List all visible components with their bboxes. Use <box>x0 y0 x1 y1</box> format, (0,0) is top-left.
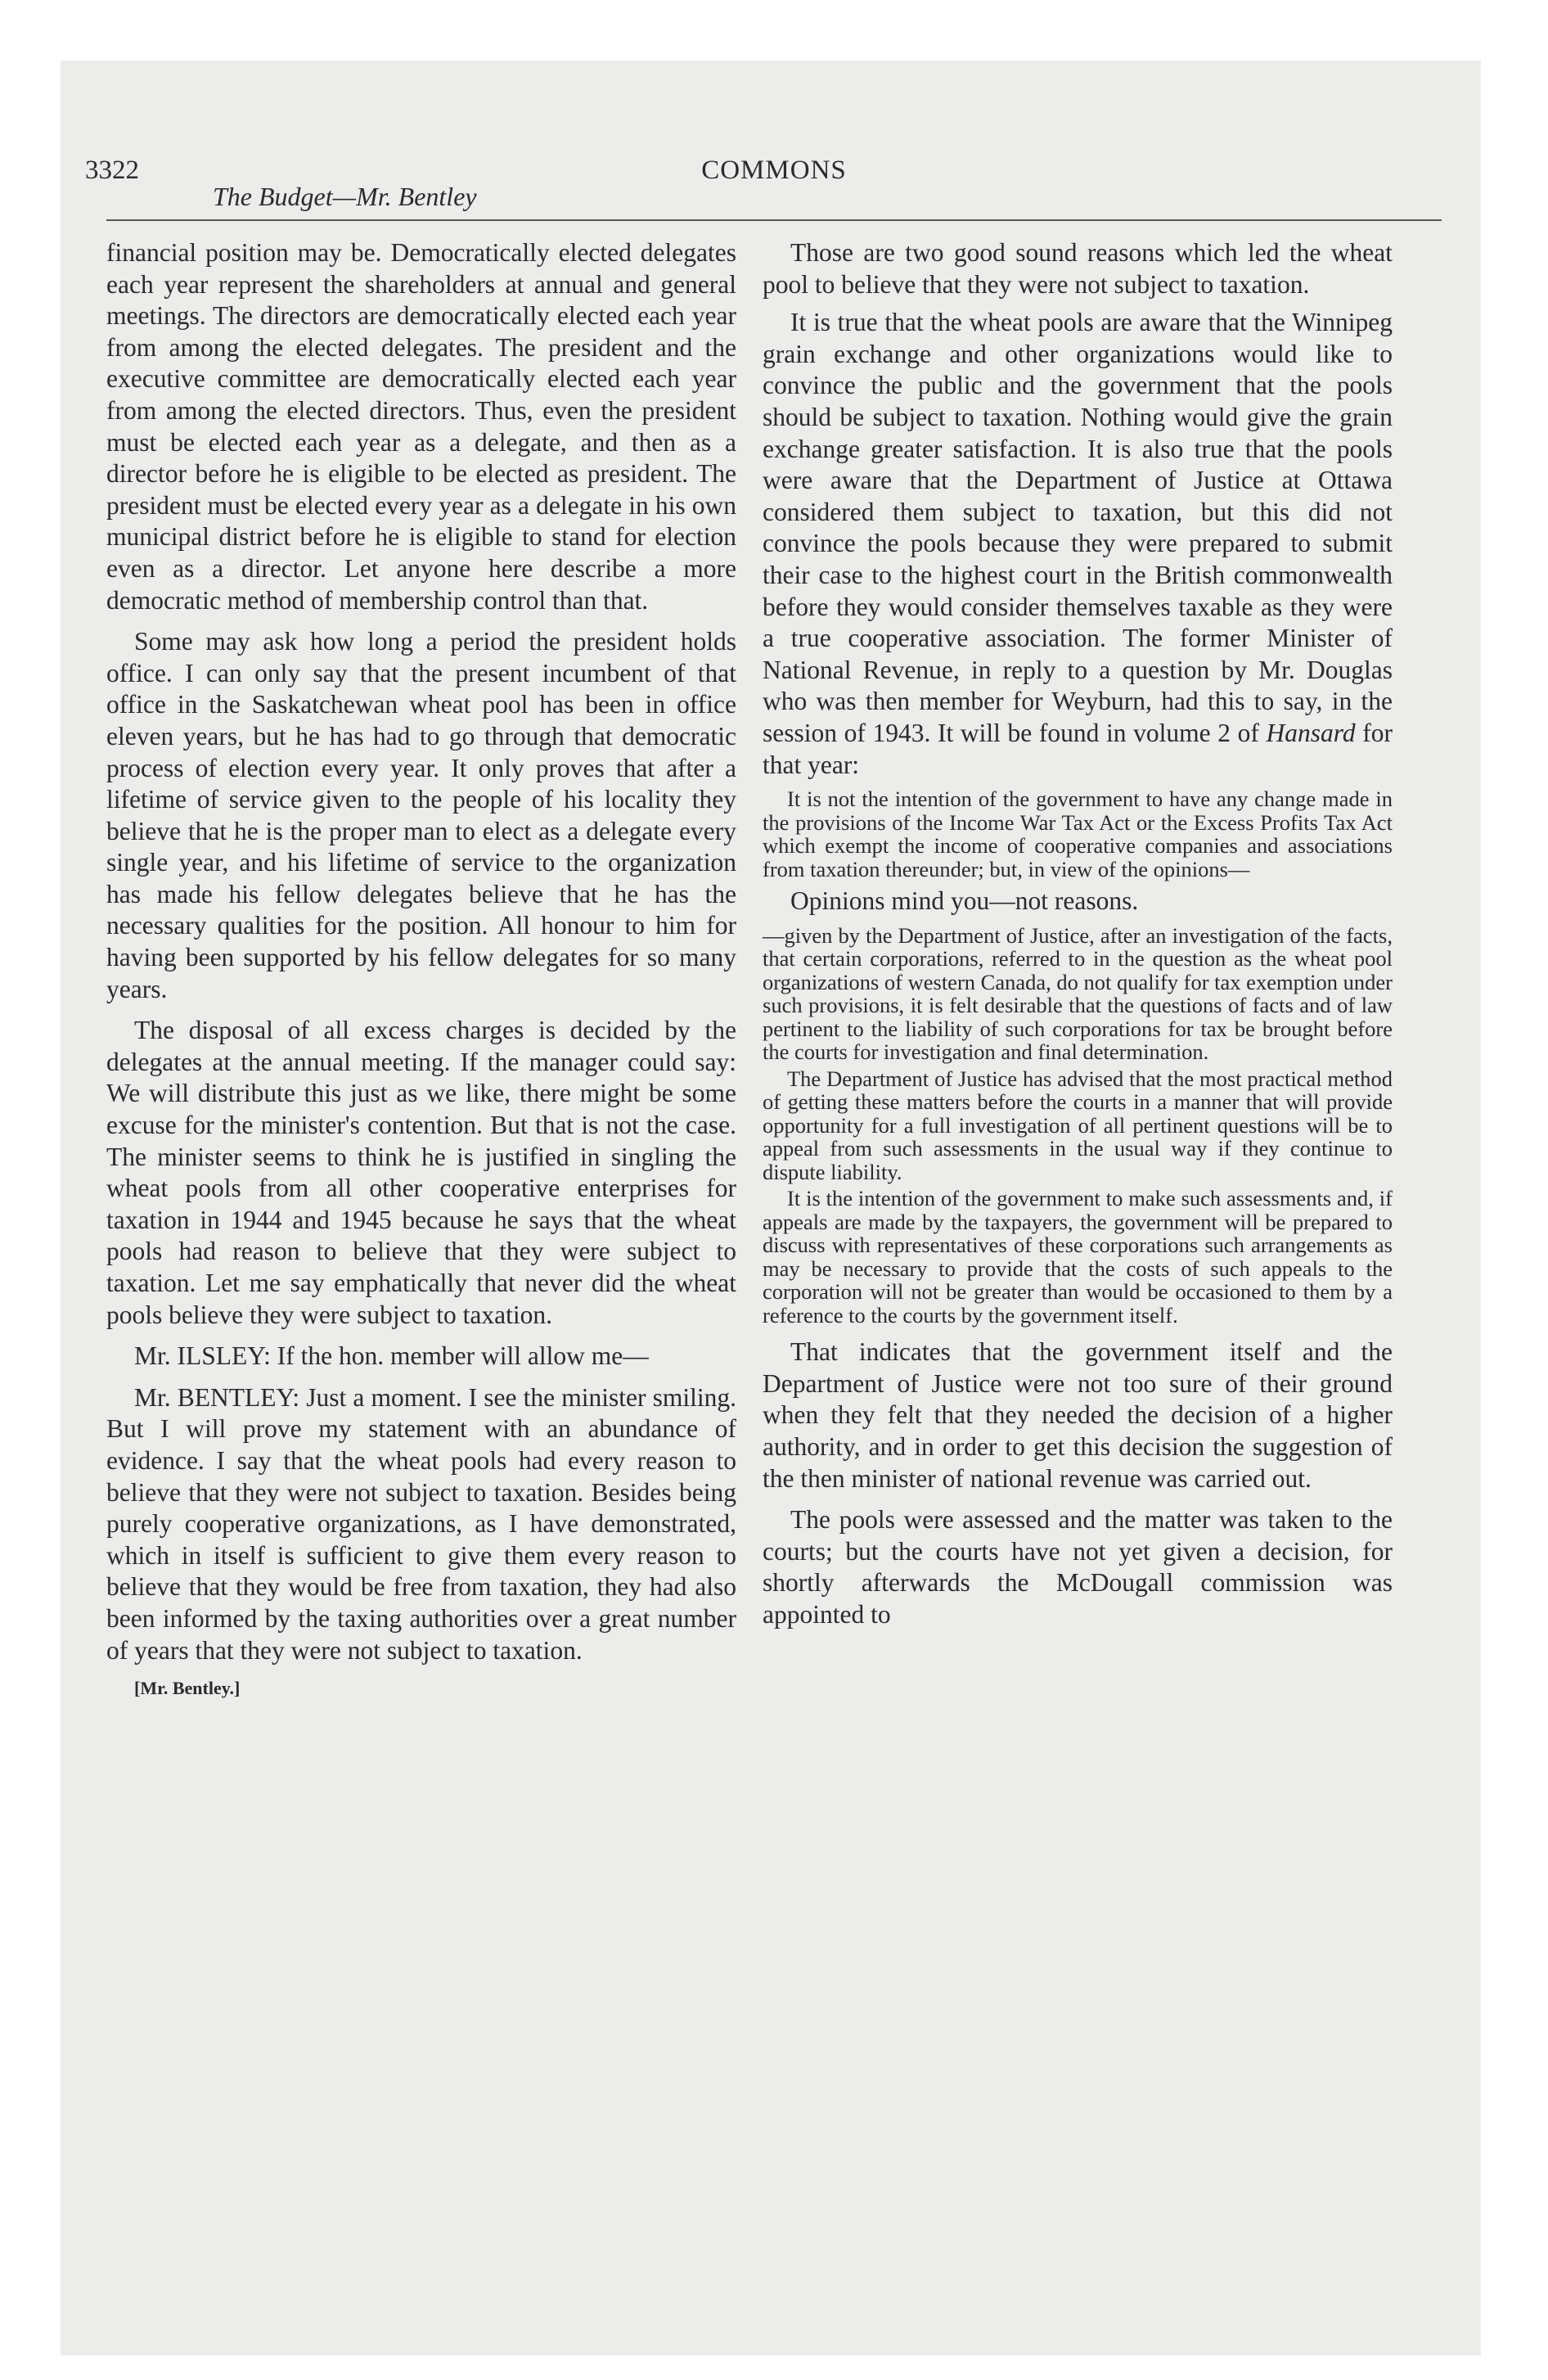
page-number: 3322 <box>85 156 139 185</box>
paragraph: Mr. BENTLEY: Just a moment. I see the minister smiling. But I will prove my statement with an abundance of evidence. I say that the wheat pools had every reason to believe that they were not subject to taxation. Besides being purely cooperative organizations, as I have demonstrated, which in itself is sufficient to give them every reason to believe that they would be free from taxation, they had also been informed by the taxing authorities over a great number of years that they were not subject to taxation. <box>106 1382 736 1665</box>
page-title: COMMONS <box>701 156 847 185</box>
speaker-footer: [Mr. Bentley.] <box>134 1678 241 1699</box>
running-head: The Budget—Mr. Bentley <box>213 182 477 211</box>
paragraph: The pools were assessed and the matter was taken to the courts; but the courts have not yet given a decision, for shortly afterwards the McDougall commission was appointed to <box>763 1505 1393 1629</box>
paragraph: That indicates that the government itself and the Department of Justice were not too sure of their ground when they felt that they needed the decision of a higher authority, and in order to get this decision the suggestion of the then minister of national revenue was carried out. <box>763 1337 1393 1493</box>
header-rule <box>106 219 1442 221</box>
quotation <box>763 787 1393 881</box>
paragraph: The disposal of all excess charges is decided by the delegates at the annual meeting. If the manager could say: We will distribute this just as we like, there might be some excuse for the minister's contention. But that is not the case. The minister seems to think he is justified in singling the wheat pools from all other cooperative enterprises for taxation in 1944 and 1945 because he says that the wheat pools had reason to believe that they were subject to taxation. Let me say emphatically that never did the wheat pools believe they were subject to taxation. <box>106 1016 736 1329</box>
left-column <box>106 237 736 1711</box>
paragraph: Mr. ILSLEY: If the hon. member will allow me— <box>134 1341 649 1371</box>
quote-paragraph: It is the intention of the government to make such assessments and, if appeals are made by the taxpayers, the government will be prepared to discuss with representatives of these corporations such arrangements as may be necessary to provide that the costs of such appeals to the corporation will not be greater than would be occasioned to them by a reference to the courts by the government itself. <box>763 1186 1393 1327</box>
quote-paragraph: It is not the intention of the government to have any change made in the provisions of the Income War Tax Act or the Excess Profits Tax Act which exempt the income of cooperative companies and associations from taxation thereunder; but, in view of the opinions— <box>763 787 1393 881</box>
paragraph: Opinions mind you—not reasons. <box>790 886 1139 916</box>
paragraph: It is true that the wheat pools are aware that the Winnipeg grain exchange and other organizations would like to convince the public and the government that the pools should be subject to taxation. Nothing would give the grain exchange greater satisfaction. It is also true that the pools were aware that the Department of Justice at Ottawa considered them subject to taxation, but this did not convince the pools because they were prepared to submit their case to the highest court in the British commonwealth before they would consider themselves taxable as they were a true cooperative association. The former Minister of National Revenue, in reply to a question by Mr. Douglas who was then member for Weyburn, had this to say, in the session of 1943. It will be found in volume 2 of Hansard for that year: <box>763 308 1393 779</box>
quotation <box>763 924 1393 1327</box>
paragraph: Those are two good sound reasons which led the wheat pool to believe that they were not subject to taxation. <box>763 238 1393 299</box>
paragraph: Some may ask how long a period the president holds office. I can only say that the present incumbent of that office in the Saskatchewan wheat pool has been in office eleven years, but he has had to go through that democratic process of election every year. It only proves that after a lifetime of service given to the people of his locality they believe that he is the proper man to elect as a delegate every single year, and his lifetime of service to the organization has made his fellow delegates believe that he has the necessary qualities for the position. All honour to him for having been supported by his fellow delegates for so many years. <box>106 627 736 1003</box>
right-column <box>763 237 1393 1638</box>
quote-paragraph: The Department of Justice has advised that the most practical method of getting these matters before the courts in a manner that will provide opportunity for a full investigation of all pertinent questions will be to appeal from such assessments in the usual way if they continue to dispute liability. <box>763 1066 1393 1184</box>
hansard-italic: Hansard <box>1266 718 1356 747</box>
quote-paragraph: —given by the Department of Justice, after an investigation of the facts, that certain corporations, referred to in the question as the wheat pool organizations of western Canada, do not qualify for tax exemption under such provisions, it is felt desirable that the questions of facts and of law pertinent to the liability of such corporations for tax be brought before the courts for investigation and final determination. <box>763 922 1393 1065</box>
paragraph: financial position may be. Democratically elected delegates each year represent the shareholders at annual and general meetings. The directors are democratically elected each year from among the elected delegates. The president and the executive committee are democratically elected each year from among the elected directors. Thus, even the president must be elected each year as a delegate, and then as a director before he is eligible to be elected as president. The president must be elected every year as a delegate in his own municipal district before he is eligible to stand for election even as a director. Let anyone here describe a more democratic method of membership control than that. <box>106 238 736 615</box>
